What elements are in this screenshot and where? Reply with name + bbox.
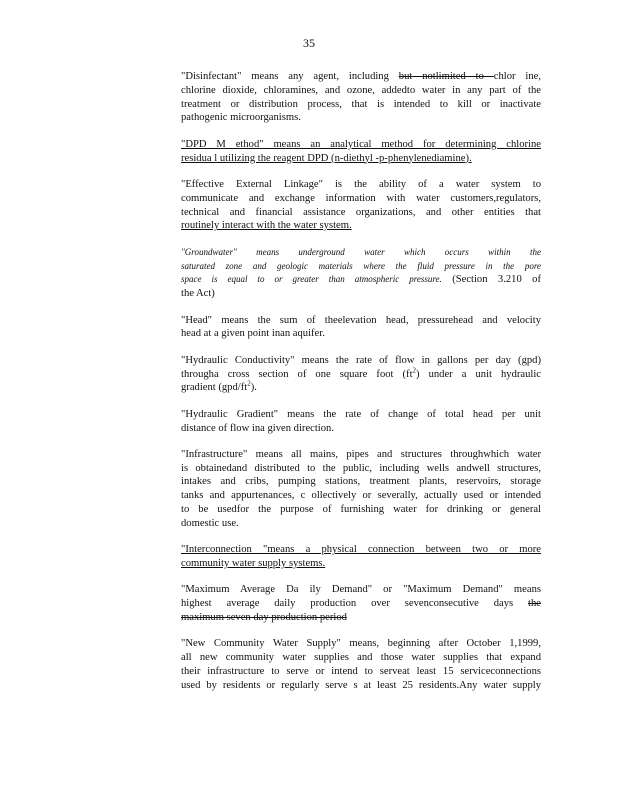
text-line: to be usedfor the purpose of furnishing water for drinking or general bbox=[181, 504, 541, 516]
inserted-text-line: routinely interact with the water system. bbox=[181, 220, 352, 232]
superscript: 2 bbox=[412, 365, 417, 374]
text-line bbox=[181, 597, 541, 611]
text-line: the Act) bbox=[181, 288, 215, 300]
definition-hydraulic-gradient bbox=[181, 408, 541, 436]
deleted-text-line: maximum seven day production period bbox=[181, 612, 347, 624]
definition-effective-external-linkage bbox=[181, 178, 541, 233]
text-span: "Disinfectant" means any agent, including bbox=[181, 71, 399, 82]
text-span: chlor ine, bbox=[493, 71, 541, 82]
text-line bbox=[181, 70, 541, 84]
text-span: ). bbox=[250, 382, 257, 394]
text-line: "Infrastructure" means all mains, pipes and structures throughwhich water bbox=[181, 448, 541, 460]
text-span: ) under a unit hydraulic bbox=[416, 368, 541, 380]
text-line bbox=[181, 381, 541, 395]
inserted-text-line: "Interconnection "means a physical connection between two or more bbox=[181, 544, 541, 556]
text-line: all new community water supplies and those water supplies that expand bbox=[181, 652, 541, 664]
text-line: "New Community Water Supply" means, beginning after October 1,1999, bbox=[181, 638, 541, 650]
definition-head bbox=[181, 314, 541, 342]
definition-groundwater bbox=[181, 246, 541, 301]
definition-dpd-method bbox=[181, 138, 541, 166]
inserted-text-line: community water supply systems. bbox=[181, 558, 326, 570]
definition-infrastructure bbox=[181, 448, 541, 531]
definition-disinfectant bbox=[181, 70, 541, 125]
text-line: "Maximum Average Da ily Demand" or "Maximum Demand" means bbox=[181, 584, 541, 596]
text-line: "Hydraulic Conductivity" means the rate of flow in gallons per day (gpd) bbox=[181, 354, 541, 366]
text-line: domestic use. bbox=[181, 517, 239, 529]
text-span: througha cross section of one square foot (ft bbox=[181, 368, 413, 380]
text-line bbox=[181, 273, 541, 287]
deleted-text: the bbox=[528, 598, 541, 610]
deleted-text: but notlimited to bbox=[398, 71, 494, 82]
text-span: (Section 3.210 of bbox=[441, 274, 541, 286]
definition-hydraulic-conductivity bbox=[181, 354, 541, 395]
text-line: "Hydraulic Gradient" means the rate of change of total head per unit bbox=[181, 408, 541, 420]
text-line: communicate and exchange information with water customers,regulators, bbox=[181, 192, 541, 204]
text-line: saturated zone and geologic materials where the fluid pressure in the pore bbox=[181, 260, 541, 271]
text-line: pathogenic microorganisms. bbox=[181, 112, 301, 124]
text-line: used by residents or regularly serve s at least 25 residents.Any water supply bbox=[181, 679, 541, 691]
text-line: their infrastructure to serve or intend to serveat least 15 serviceconnections bbox=[181, 666, 541, 678]
page-number: 35 bbox=[303, 36, 315, 50]
text-line: treatment or distribution process, that is intended to kill or inactivate bbox=[181, 98, 541, 110]
definition-interconnection bbox=[181, 543, 541, 571]
text-span: space is equal to or greater than atmospheric pressure. bbox=[181, 274, 442, 285]
definition-new-community-water-supply bbox=[181, 637, 541, 692]
text-line: head at a given point inan aquifer. bbox=[181, 328, 325, 340]
text-line: "Effective External Linkage" is the ability of a water system to bbox=[181, 178, 541, 190]
text-line: "Head" means the sum of theelevation head, pressurehead and velocity bbox=[181, 314, 541, 326]
inserted-text-line: residua l utilizing the reagent DPD (n-diethyl -p-phenylenediamine). bbox=[181, 152, 472, 164]
text-line: distance of flow ina given direction. bbox=[181, 422, 334, 434]
text-line: chlorine dioxide, chloramines, and ozone, addedto water in any part of the bbox=[181, 84, 541, 96]
text-line: tanks and appurtenances, c ollectively or severally, actually used or intended bbox=[181, 490, 541, 502]
definition-maximum-demand bbox=[181, 583, 541, 624]
text-line: intakes and cribs, pumping stations, treatment plants, reservoirs, storage bbox=[181, 476, 541, 488]
text-span: highest average daily production over sevenconsecutive days bbox=[181, 598, 529, 610]
text-line bbox=[181, 365, 541, 382]
text-line: is obtainedand distributed to the public, including wells andwell structures, bbox=[181, 462, 541, 474]
inserted-text-line: "DPD M ethod" means an analytical method for determining chlorine bbox=[181, 138, 541, 150]
definitions-section bbox=[181, 70, 541, 705]
text-span: gradient (gpd/ft bbox=[181, 382, 248, 394]
superscript: 2 bbox=[247, 379, 251, 388]
text-line: technical and financial assistance organizations, and other entities that bbox=[181, 206, 541, 218]
text-line: "Groundwater" means underground water which occurs within the bbox=[181, 246, 541, 257]
